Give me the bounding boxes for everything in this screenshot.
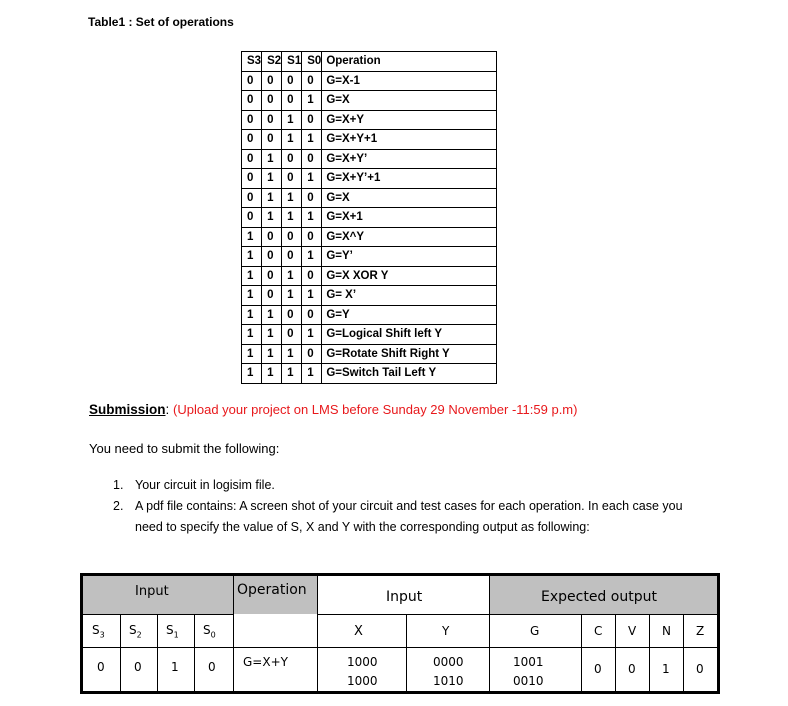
table-row	[242, 110, 497, 130]
s0-label	[203, 623, 216, 639]
s2-label-base: S	[129, 623, 137, 637]
table-row	[242, 149, 497, 169]
operation-cell: G=X+Y+1	[322, 130, 497, 150]
select-bit-cell: 0	[302, 305, 322, 325]
select-bit-cell: 0	[242, 169, 262, 189]
s1-value: 1	[171, 660, 179, 674]
select-bit-cell: 1	[242, 364, 262, 384]
header-s2: S2	[262, 52, 282, 72]
page-title: Table1 : Set of operations	[88, 15, 234, 29]
divider	[649, 614, 650, 691]
select-bit-cell: 0	[242, 71, 262, 91]
input-label: Input	[135, 584, 169, 599]
select-bit-cell: 1	[242, 266, 262, 286]
select-bit-cell: 0	[302, 110, 322, 130]
select-bit-cell: 0	[282, 247, 302, 267]
operation-cell: G=X+Y’+1	[322, 169, 497, 189]
s2-label-sub: 2	[136, 630, 142, 640]
operation-cell: G=Y	[322, 305, 497, 325]
table-row	[242, 130, 497, 150]
table-row	[242, 71, 497, 91]
select-bit-cell: 0	[242, 149, 262, 169]
y-label: Y	[442, 624, 450, 638]
select-bit-cell: 1	[302, 364, 322, 384]
s0-label-base: S	[203, 623, 211, 637]
s3-label	[92, 623, 105, 639]
select-bit-cell: 1	[262, 188, 282, 208]
table-row	[242, 266, 497, 286]
operation-cell: G=X	[322, 188, 497, 208]
intro-text: You need to submit the following:	[89, 441, 280, 456]
divider	[233, 576, 234, 691]
operation-cell: G=X	[322, 91, 497, 111]
divider	[83, 647, 717, 648]
operation-cell: G=Y’	[322, 247, 497, 267]
select-bit-cell: 0	[282, 71, 302, 91]
select-bit-cell: 0	[262, 247, 282, 267]
table-row	[242, 247, 497, 267]
submission-heading: Submission	[89, 402, 166, 417]
table-row	[242, 344, 497, 364]
select-bit-cell: 0	[262, 130, 282, 150]
select-bit-cell: 1	[282, 344, 302, 364]
select-bit-cell: 0	[262, 110, 282, 130]
list-item	[113, 475, 713, 496]
table-row	[242, 305, 497, 325]
divider	[615, 614, 616, 691]
select-bit-cell: 1	[302, 286, 322, 306]
operation-cell: G=Switch Tail Left Y	[322, 364, 497, 384]
select-bit-cell: 1	[302, 208, 322, 228]
requirements-list	[113, 475, 713, 538]
select-bit-cell: 0	[262, 286, 282, 306]
flag-z-label: Z	[696, 624, 705, 638]
y-value-2: 1010	[433, 674, 464, 688]
operations-table	[241, 51, 497, 384]
divider	[581, 614, 582, 691]
select-bit-cell: 1	[282, 110, 302, 130]
select-bit-cell: 0	[242, 110, 262, 130]
operation-cell: G= X’	[322, 286, 497, 306]
select-bit-cell: 1	[302, 91, 322, 111]
operation-cell: G=X+Y	[322, 110, 497, 130]
select-bit-cell: 1	[282, 266, 302, 286]
select-bit-cell: 1	[262, 169, 282, 189]
operation-cell: G=X+1	[322, 208, 497, 228]
select-bit-cell: 0	[302, 149, 322, 169]
header-operation: Operation	[322, 52, 497, 72]
select-bit-cell: 0	[262, 91, 282, 111]
select-bit-cell: 0	[262, 266, 282, 286]
s1-label-base: S	[166, 623, 174, 637]
select-bit-cell: 0	[242, 208, 262, 228]
select-bit-cell: 0	[242, 188, 262, 208]
operation-cell: G=X XOR Y	[322, 266, 497, 286]
table-row	[242, 169, 497, 189]
select-bit-cell: 0	[282, 169, 302, 189]
select-bit-cell: 1	[302, 169, 322, 189]
header-s1: S1	[282, 52, 302, 72]
select-bit-cell: 1	[262, 208, 282, 228]
g-value-2: 0010	[513, 674, 544, 688]
select-bit-cell: 0	[262, 71, 282, 91]
select-bit-cell: 0	[302, 266, 322, 286]
select-bit-cell: 1	[262, 149, 282, 169]
flag-c-value: 0	[594, 662, 602, 676]
table-row	[242, 188, 497, 208]
divider	[317, 614, 717, 615]
operation-cell: G=Logical Shift left Y	[322, 325, 497, 345]
input2-label: Input	[386, 589, 423, 605]
header-s3: S3	[242, 52, 262, 72]
s3-label-sub: 3	[99, 630, 105, 640]
g-label: G	[530, 624, 540, 638]
s0-label-sub: 0	[210, 630, 216, 640]
g-value-1: 1001	[513, 655, 544, 669]
table-row	[242, 91, 497, 111]
select-bit-cell: 1	[282, 188, 302, 208]
s0-value: 0	[208, 660, 216, 674]
flag-c-label: C	[594, 624, 603, 638]
select-bit-cell: 1	[242, 344, 262, 364]
select-bit-cell: 1	[262, 325, 282, 345]
table-row	[242, 208, 497, 228]
table-header-row	[242, 52, 497, 72]
select-bit-cell: 0	[282, 305, 302, 325]
select-bit-cell: 1	[302, 247, 322, 267]
divider	[317, 576, 318, 691]
s2-value: 0	[134, 660, 142, 674]
select-bit-cell: 0	[282, 91, 302, 111]
submission-colon: :	[165, 402, 170, 417]
divider	[157, 614, 158, 691]
select-bit-cell: 1	[262, 364, 282, 384]
select-bit-cell: 0	[242, 130, 262, 150]
s1-label-sub: 1	[173, 630, 179, 640]
select-bit-cell: 1	[242, 227, 262, 247]
flag-v-value: 0	[628, 662, 636, 676]
list-item	[113, 496, 713, 538]
select-bit-cell: 0	[302, 71, 322, 91]
select-bit-cell: 1	[242, 286, 262, 306]
s2-label	[129, 623, 142, 639]
select-bit-cell: 1	[302, 130, 322, 150]
select-bit-cell: 1	[302, 325, 322, 345]
select-bit-cell: 0	[302, 188, 322, 208]
x-value-1: 1000	[347, 655, 378, 669]
operation-value: G=X+Y	[243, 655, 288, 669]
list-text: Your circuit in logisim file.	[135, 478, 275, 492]
flag-z-value: 0	[696, 662, 704, 676]
operation-cell: G=X+Y’	[322, 149, 497, 169]
table-row	[242, 364, 497, 384]
table-row	[242, 325, 497, 345]
select-bit-cell: 1	[242, 305, 262, 325]
table-row	[242, 286, 497, 306]
x-label: X	[354, 624, 363, 639]
operation-label: Operation	[237, 582, 307, 598]
header-s0: S0	[302, 52, 322, 72]
divider	[194, 614, 195, 691]
s3-label-base: S	[92, 623, 100, 637]
operation-cell: G=X-1	[322, 71, 497, 91]
flag-n-label: N	[662, 624, 671, 638]
select-bit-cell: 1	[282, 130, 302, 150]
expected-output-label: Expected output	[541, 589, 657, 605]
select-bit-cell: 0	[242, 91, 262, 111]
submission-deadline: (Upload your project on LMS before Sunday 29 November -11:59 p.m)	[173, 402, 578, 417]
list-text: A pdf file contains: A screen shot of your circuit and test cases for each operation. In each case you need to specify the value of S, X and Y with the corresponding output as following:	[135, 499, 683, 534]
divider	[406, 614, 407, 691]
select-bit-cell: 0	[282, 325, 302, 345]
list-number: 2.	[113, 499, 124, 513]
list-number: 1.	[113, 478, 124, 492]
s1-label	[166, 623, 179, 639]
operation-cell: G=X^Y	[322, 227, 497, 247]
select-bit-cell: 1	[262, 305, 282, 325]
select-bit-cell: 0	[302, 344, 322, 364]
select-bit-cell: 1	[242, 325, 262, 345]
select-bit-cell: 0	[282, 149, 302, 169]
divider	[83, 614, 233, 615]
divider	[489, 576, 490, 691]
x-value-2: 1000	[347, 674, 378, 688]
select-bit-cell: 1	[282, 364, 302, 384]
select-bit-cell: 1	[262, 344, 282, 364]
divider	[683, 614, 684, 691]
select-bit-cell: 1	[282, 208, 302, 228]
flag-v-label: V	[628, 624, 637, 638]
select-bit-cell: 0	[262, 227, 282, 247]
operation-cell: G=Rotate Shift Right Y	[322, 344, 497, 364]
select-bit-cell: 0	[302, 227, 322, 247]
s3-value: 0	[97, 660, 105, 674]
example-table	[80, 573, 720, 694]
select-bit-cell: 1	[242, 247, 262, 267]
flag-n-value: 1	[662, 662, 670, 676]
divider	[120, 614, 121, 691]
select-bit-cell: 1	[282, 286, 302, 306]
table-row	[242, 227, 497, 247]
submission-line	[89, 402, 577, 417]
y-value-1: 0000	[433, 655, 464, 669]
select-bit-cell: 0	[282, 227, 302, 247]
